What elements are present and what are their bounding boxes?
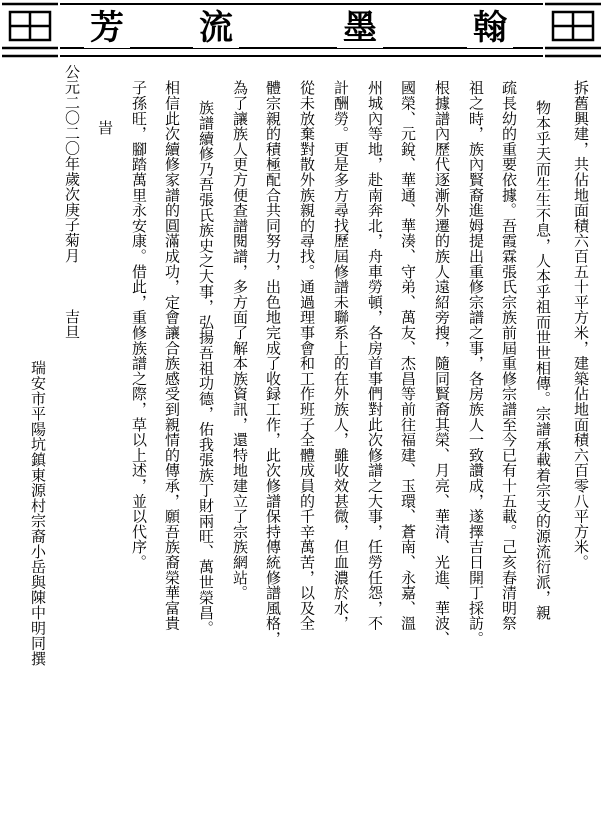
banner-rule-top (0, 3, 603, 5)
fret-ornament-right-icon (543, 0, 603, 60)
banner-rule-bottom (0, 55, 603, 57)
title-char-3: 墨 (337, 8, 383, 48)
text-column-5: 根據譜內歷代逐漸外遷的族人遠紹旁搜，隨同賢裔其榮、月亮、華清、光進、華波、 (433, 80, 451, 647)
text-column-3: 疏長幼的重要依據。吾霞霖張氏宗族前屆重修宗譜至今已有十五載。己亥春清明祭 (500, 80, 518, 631)
text-column-12: 族譜續修乃吾張氏族史之大事，弘揚吾祖功德，佑我張族丁財兩旺、萬世榮昌。 (197, 100, 215, 636)
text-column-7: 州城內等地，赴南奔北，舟車勞頓，各房首事們對此次修譜之大事，任勞任怨，不 (366, 80, 384, 631)
text-column-2: 物本乎天而生生不息，人本乎祖而世世相傳。宗譜承載着宗支的源流衍派，親 (534, 100, 552, 621)
text-column-4: 祖之時，族內賢裔進姆提出重修宗譜之事，各房族人一致讚成，遂擇吉日開丁採訪。 (467, 80, 485, 647)
author-line: 瑞安市平陽坑鎮東源村宗裔小岳與陳中明同撰 (29, 360, 47, 666)
date-line: 公元二〇二〇年歲次庚子菊月 吉旦 (63, 64, 81, 340)
title-char-4: 翰 (467, 8, 513, 48)
title-char-2: 流 (193, 8, 239, 48)
text-column-6: 國榮、元銳、華通、華湊、守弟、萬友、杰昌等前往福建、玉環、蒼南、永嘉、溫 (399, 80, 417, 631)
text-column-10: 體宗親的積極配合共同努力，出色地完成了收録工作，此次修譜保持傳統修譜風格， (264, 80, 282, 647)
text-column-1: 拆舊興建，共佔地面積六百五十平方米，建築佔地面積六百零八平方米。 (572, 80, 590, 570)
date-prefix: 旹 (96, 120, 114, 136)
text-column-9: 從未放棄對散外族親的尋找。通過理事會和工作班子全體成員的千辛萬苦，以及全 (298, 80, 316, 631)
title-char-1: 芳 (84, 8, 130, 48)
text-column-8: 計酬勞。更是多方尋找歷屆修譜未聯系上的在外族人，雖收效甚微，但血濃於水， (332, 80, 350, 631)
fret-ornament-left-icon (0, 0, 60, 60)
header-banner (0, 0, 603, 60)
text-column-14: 子孫旺，腳踏萬里永安康。借此，重修族譜之際，草以上述，並以代序。 (130, 80, 148, 570)
text-column-13: 相信此次續修家譜的圓滿成功，定會讓合族感受到親情的傳承，願吾族裔榮華富貴 (163, 80, 181, 631)
text-column-11: 為了讓族人更方便查譜閱譜，多方面了解本族資訊，還特地建立了宗族網站。 (231, 80, 249, 601)
